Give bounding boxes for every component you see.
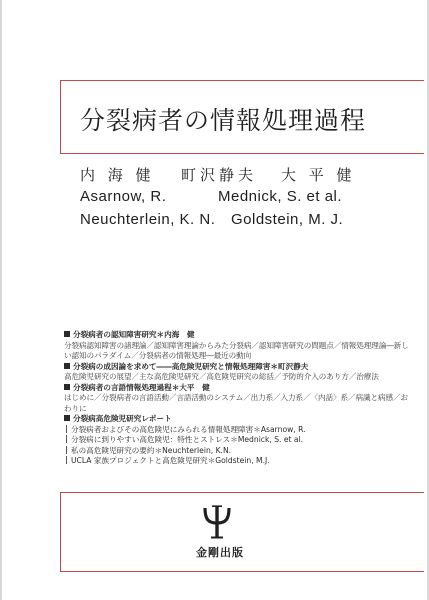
contents-heading: [64, 362, 409, 373]
author-en-neuchterlein: Neuchterlein, K. N.: [80, 211, 216, 228]
table-of-contents: [64, 330, 409, 467]
contents-summary: はじめに／分裂病者の言語活動／言語活動のシステム／出力系／入力系／〈内話〉系／病識と病感／おわりに: [64, 393, 408, 413]
publisher-name: 金剛出版: [196, 546, 244, 559]
square-bullet-icon: [64, 384, 70, 390]
report-item-text: UCLA 家族プロジェクトと高危険児研究＊Goldstein, M.J.: [71, 456, 270, 465]
report-item-text: 分裂病者およびその高危険児にみられる情報処理障害＊Asarnow, R.: [71, 424, 306, 434]
square-bullet-icon: [64, 331, 70, 337]
author-jp-machizawa: 町沢静夫: [181, 166, 258, 184]
author-en-asarnow: Asarnow, R.: [80, 188, 167, 205]
report-list-item: [64, 425, 409, 436]
book-title: 分裂病者の情報処理過程: [80, 106, 367, 135]
contents-summary: 分裂病認知障害の諸理論／認知障害理論からみた分裂病／認知障害研究の問題点／情報処理理論―新しい認知のパラダイム／分裂病者の情報処理―最近の動向: [64, 340, 409, 360]
psi-logo-icon: [202, 505, 232, 539]
report-item-text: 私の高危険児研究の要約＊Neuchterlein, K.N.: [71, 445, 232, 455]
contents-heading: [64, 330, 409, 341]
contents-heading-text: 分裂病者の言語情報処理過程＊大平 健: [73, 382, 210, 392]
list-bar-icon: [66, 425, 67, 433]
square-bullet-icon: [64, 415, 70, 421]
report-list-item: [64, 446, 409, 457]
author-en-goldstein: Goldstein, M. J.: [231, 211, 344, 228]
author-jp-uchiumi: 内 海 健: [80, 166, 155, 184]
list-bar-icon: [66, 435, 67, 443]
list-bar-icon: [66, 446, 67, 454]
author-en-mednick: Mednick, S. et al.: [218, 188, 343, 205]
report-list-item: [64, 456, 409, 467]
list-bar-icon: [66, 456, 67, 464]
report-item-text: 分裂病に到りやすい高危険児：特性とストレス＊Mednick, S. et al.: [71, 435, 304, 444]
contents-heading: [64, 383, 409, 394]
contents-heading-text: 分裂病の成因論を求めて――高危険児研究と情報処理障害＊町沢静夫: [73, 361, 309, 371]
publisher-frame: [60, 492, 424, 572]
report-list-item: [64, 435, 409, 446]
contents-heading-text: 分裂病者の認知障害研究＊内海 健: [73, 330, 195, 339]
contents-heading: [64, 414, 409, 425]
contents-heading-text: 分裂病高危険児研究レポート: [73, 414, 172, 423]
author-jp-ohira: 大 平 健: [281, 166, 356, 184]
contents-summary: 高危険児研究の展望／主な高危険児研究／高危険児研究の総括／予防的介入のあり方／治療法: [64, 372, 379, 381]
square-bullet-icon: [64, 363, 70, 369]
